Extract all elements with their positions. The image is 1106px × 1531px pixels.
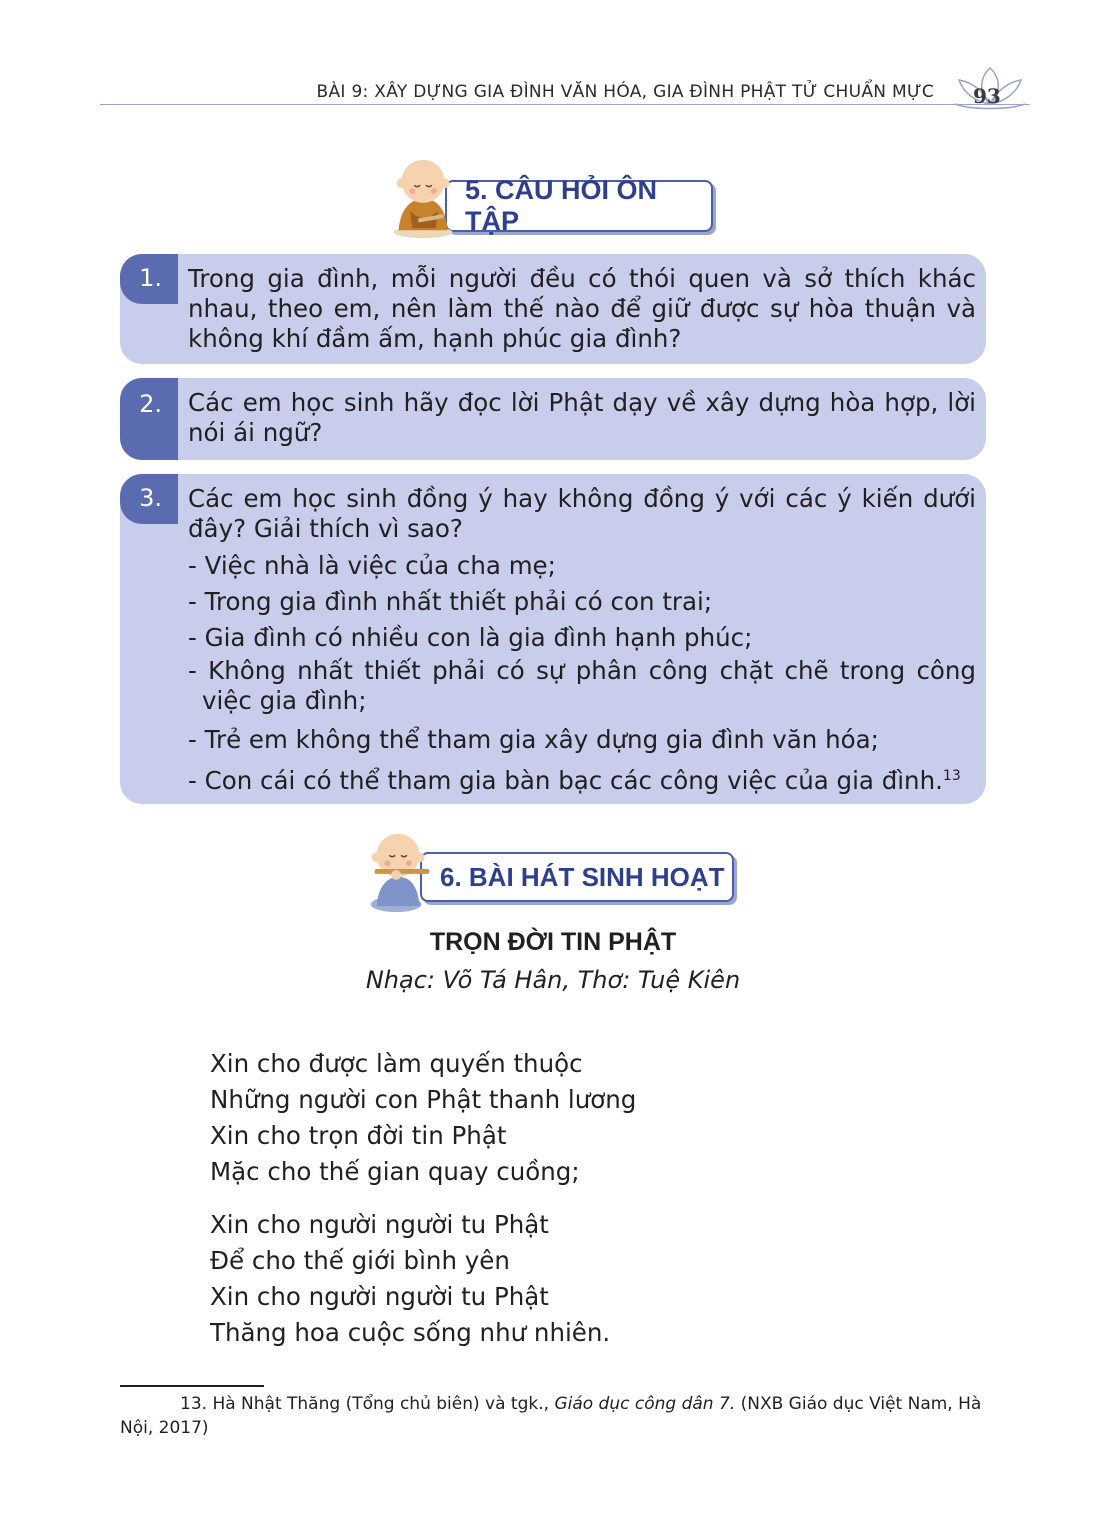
poem-stanza-1 [210, 1046, 636, 1190]
footnote-divider [120, 1385, 264, 1387]
question-3-number-tab [120, 474, 178, 524]
opinion-item: - Gia đình có nhiều con là gia đình hạnh phúc; [188, 623, 753, 652]
footnote-suffix: (NXB Giáo dục Việt Nam, Hà Nội, 2017) [120, 1394, 982, 1438]
poem-line: Để cho thế giới bình yên [210, 1246, 510, 1275]
question-1-number: 1. [139, 264, 162, 292]
header-divider [100, 104, 1030, 105]
opinion-item: - Trẻ em không thể tham gia xây dựng gia đình văn hóa; [188, 725, 879, 754]
monk-flute-icon [366, 826, 436, 914]
opinion-item-text: - Con cái có thể tham gia bàn bạc các công việc của gia đình. [188, 766, 943, 796]
footnote [120, 1392, 1000, 1440]
footnote-ref: 13 [942, 768, 961, 784]
section-5-title: 5. CÂU HỎI ÔN TẬP [465, 175, 658, 236]
poem-line: Xin cho trọn đời tin Phật [210, 1121, 507, 1150]
opinion-item: - Việc nhà là việc của cha mẹ; [188, 551, 556, 580]
question-3-text: Các em học sinh đồng ý hay không đồng ý với các ý kiến dưới đây? Giải thích vì sao? [188, 484, 976, 543]
question-3-box [120, 474, 986, 804]
question-1-number-tab [120, 254, 178, 304]
monk-reading-icon [390, 152, 460, 240]
opinion-item: - Không nhất thiết phải có sự phân công chặt chẽ trong công việc gia đình; [188, 656, 976, 715]
question-3-content [188, 484, 976, 799]
section-6-heading [366, 826, 738, 916]
poem-stanza-2 [210, 1207, 610, 1351]
chapter-title: BÀI 9: XÂY DỰNG GIA ĐÌNH VĂN HÓA, GIA ĐÌNH PHẬT TỬ CHUẨN MỰC [316, 82, 934, 102]
question-2-number-tab [120, 378, 178, 460]
footnote-book-title: Giáo dục công dân 7. [554, 1394, 736, 1414]
song-author: Nhạc: Võ Tá Hân, Thơ: Tuệ Kiên [365, 966, 741, 994]
section-5-heading [390, 152, 720, 240]
question-2-text: Các em học sinh hãy đọc lời Phật dạy về xây dựng hòa hợp, lời nói ái ngữ? [188, 388, 976, 447]
section-5-heading-box [445, 175, 713, 236]
opinion-item: - Trong gia đình nhất thiết phải có con trai; [188, 587, 713, 616]
poem-line: Xin cho người người tu Phật [210, 1282, 549, 1311]
opinion-item-last [188, 758, 976, 799]
song-title: TRỌN ĐỜI TIN PHẬT [429, 928, 677, 956]
question-1-box [120, 254, 986, 364]
page-header [0, 78, 1106, 118]
section-6-heading-box [420, 852, 734, 902]
question-1-text: Trong gia đình, mỗi người đều có thói quen và sở thích khác nhau, theo em, nên làm thế nào để giữ được sự hòa thuận và không khí đầm ấm, hạnh phúc gia đình? [188, 264, 976, 353]
poem-line: Thăng hoa cuộc sống như nhiên. [210, 1318, 611, 1347]
question-2-box [120, 378, 986, 460]
section-6-title: 6. BÀI HÁT SINH HOẠT [440, 861, 725, 892]
page-number: 93 [973, 84, 1001, 108]
poem-line: Mặc cho thế gian quay cuồng; [210, 1157, 580, 1186]
footnote-prefix: 13. Hà Nhật Thăng (Tổng chủ biên) và tgk., [180, 1394, 555, 1414]
question-2-number: 2. [139, 390, 162, 418]
poem-line: Xin cho người người tu Phật [210, 1210, 549, 1239]
poem-line: Xin cho được làm quyến thuộc [210, 1049, 583, 1078]
question-3-number: 3. [139, 484, 162, 512]
poem-line: Những người con Phật thanh lương [210, 1085, 637, 1114]
